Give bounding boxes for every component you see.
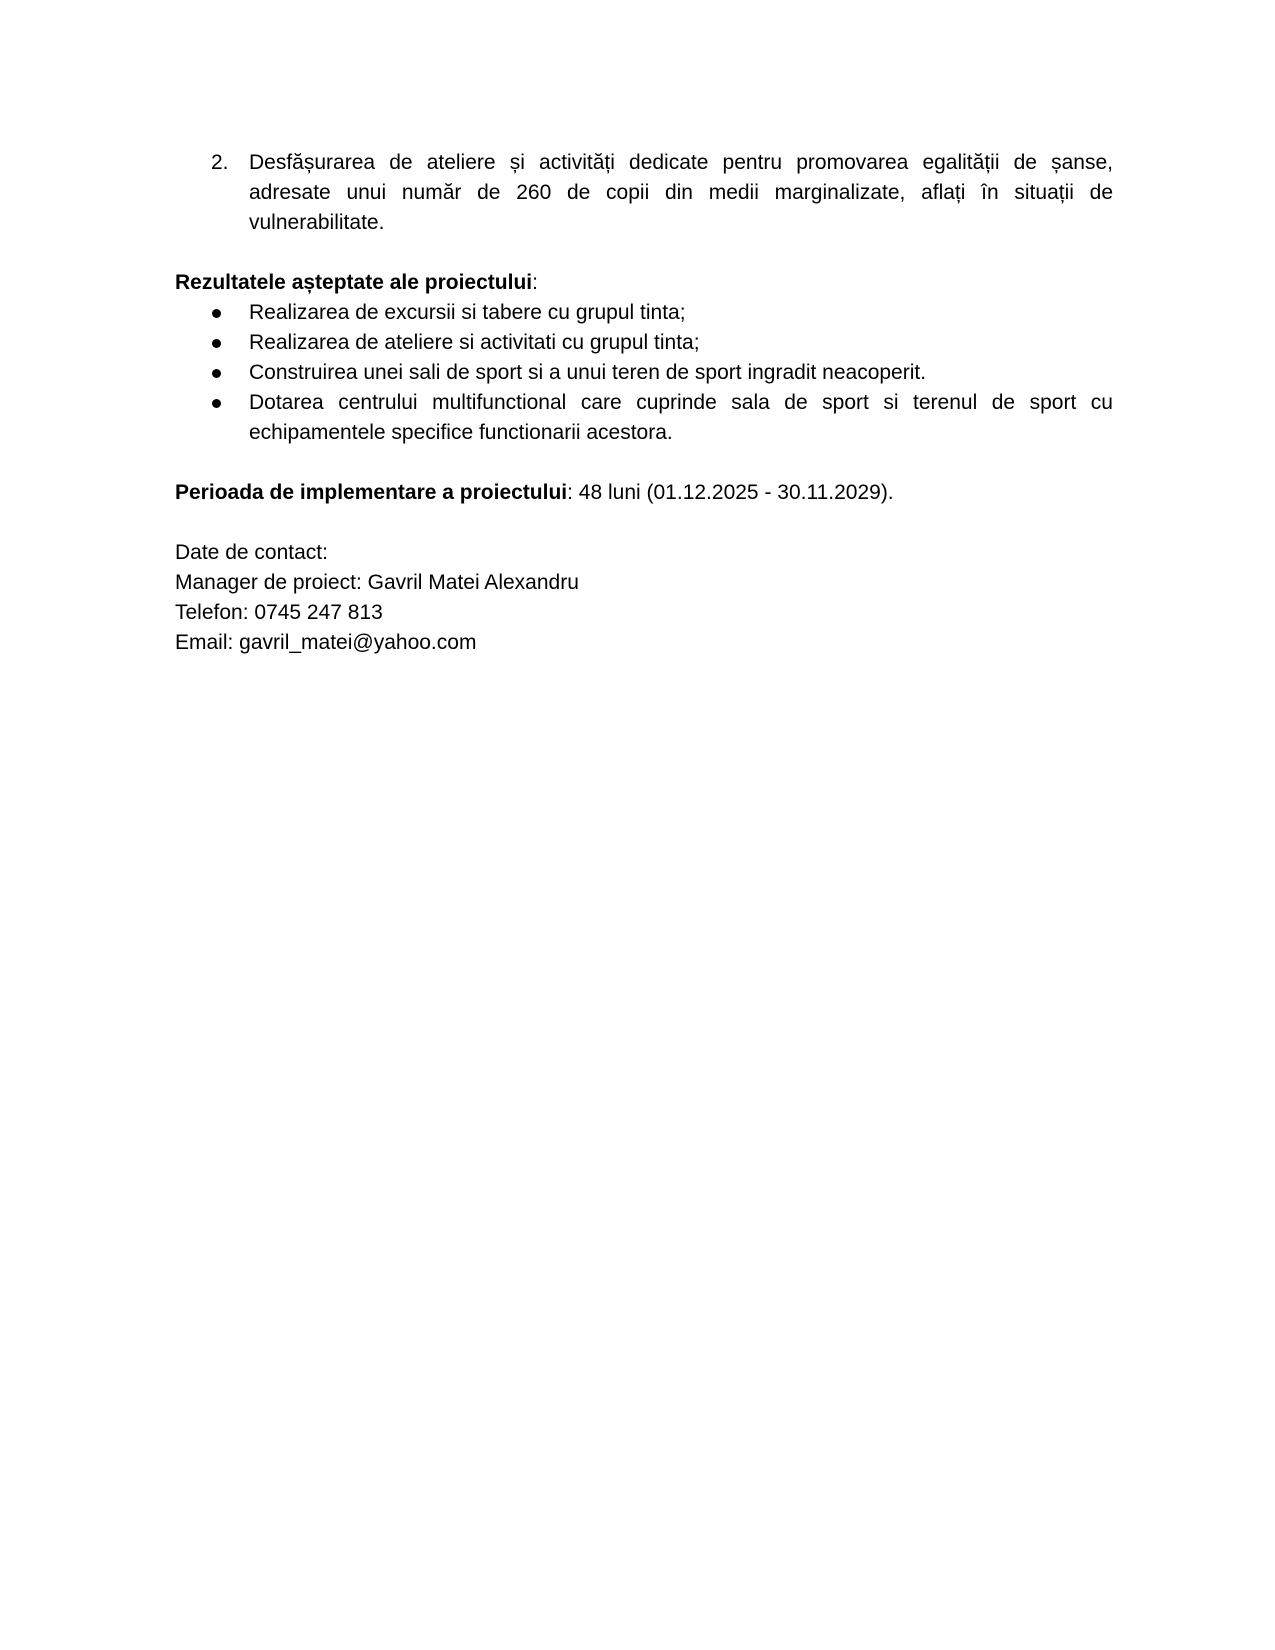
period-section [175, 478, 1113, 508]
period-value: : 48 luni (01.12.2025 - 30.11.2029). [567, 481, 894, 504]
results-heading-text: Rezultatele așteptate ale proiectului [175, 271, 533, 294]
list-number: 2. [211, 151, 229, 174]
contact-heading: Date de contact: [175, 541, 328, 564]
results-heading-colon: : [532, 271, 538, 294]
list-item-text: Dotarea centrului multifunctional care cuprinde sala de sport si terenul de sport cu echipamentele specifice functionarii acestora. [249, 391, 1113, 444]
list-item-text: Realizarea de excursii si tabere cu grupul tinta; [249, 301, 686, 324]
bullet-icon [212, 309, 221, 318]
bullet-icon [212, 399, 221, 408]
results-list [175, 298, 1113, 448]
contact-section [175, 538, 1113, 658]
contact-manager: Manager de proiect: Gavril Matei Alexandru [175, 571, 579, 594]
bullet-icon [212, 369, 221, 378]
bullet-icon [212, 339, 221, 348]
contact-email: Email: gavril_matei@yahoo.com [175, 631, 477, 654]
list-item-text: Desfășurarea de ateliere și activități dedicate pentru promovarea egalității de șanse, adresate unui număr de 260 de copii din medii marginalizate, aflați în situații de vulnerabilitate. [249, 151, 1113, 234]
results-section [175, 268, 1113, 448]
contact-phone: Telefon: 0745 247 813 [175, 601, 383, 624]
period-label: Perioada de implementare a proiectului [175, 481, 568, 504]
list-item [175, 388, 1113, 448]
list-item [175, 298, 1113, 328]
numbered-list-item [175, 148, 1113, 238]
list-item-text: Realizarea de ateliere si activitati cu grupul tinta; [249, 331, 700, 354]
results-heading [175, 268, 1113, 298]
list-item-text: Construirea unei sali de sport si a unui teren de sport ingradit neacoperit. [249, 361, 927, 384]
list-item [175, 328, 1113, 358]
list-item [175, 358, 1113, 388]
document-content [175, 148, 1113, 658]
